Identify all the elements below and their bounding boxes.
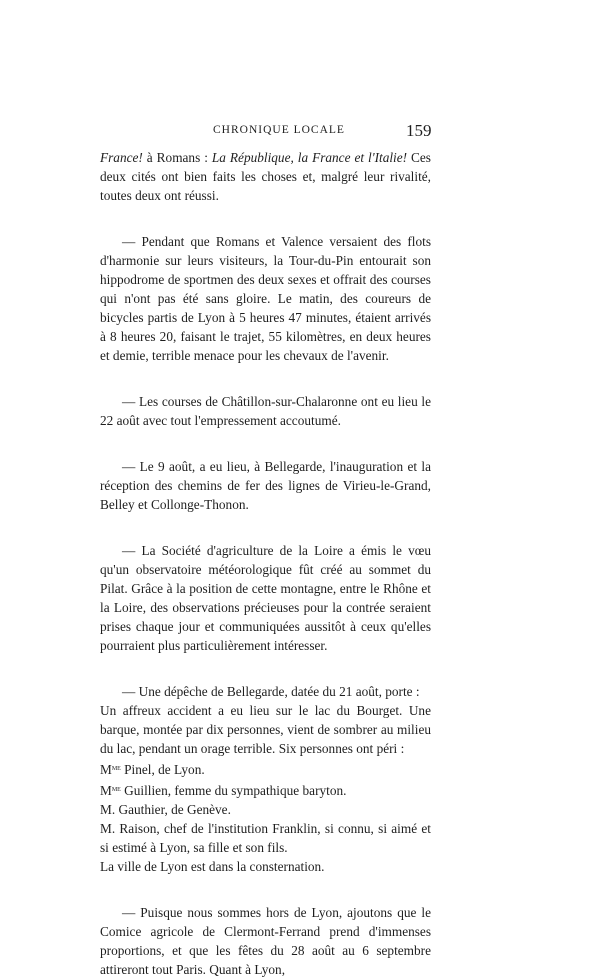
- paragraph-romans-continuation: [100, 148, 431, 205]
- italic-text: La République, la France et l'Italie!: [211, 150, 408, 165]
- text-run: Ces deux cités ont bien faits les choses et, malgré leur rivalité, toutes deux ont réussi.: [100, 150, 431, 203]
- paragraph-pilat: — La Société d'agriculture de la Loire a émis le vœu qu'un observatoire météorologique fût créé au sommet du Pilat. Grâce à la position de cette montagne, entre le Rhône et la Loire, des observations précieuses pour la contrée seraient prises chaque jour et communiquées aussitôt à ceux qu'elles pourraient plus particulièrement intéresser.: [100, 543, 431, 653]
- victim-line: [100, 779, 431, 800]
- victim-line: M. Gauthier, de Genève.: [100, 802, 231, 817]
- text-run: M: [100, 783, 112, 798]
- victim-line: M. Raison, chef de l'institution Franklin, si connu, si aimé et si estimé à Lyon, sa fille et son fils.: [100, 821, 431, 855]
- text-run: Pinel, de Lyon.: [120, 762, 205, 777]
- paragraph-bellegarde: — Le 9 août, a eu lieu, à Bellegarde, l'inauguration et la réception des chemins de fer des lignes de Virieu-le-Grand, Belley et Collonge-Thonon.: [100, 459, 431, 512]
- paragraph-tour-du-pin: — Pendant que Romans et Valence versaient des flots d'harmonie sur leurs visiteurs, la Tour-du-Pin entourait son hippodrome de sportmen des deux sexes et offrait des courses qui n'ont pas été sans gloire. Le matin, des coureurs de bicycles partis de Lyon à 5 heures 47 minutes, étaient arrivés à 8 heures 20, faisant le trajet, 55 kilomètres, en deux heures et demie, terrible menace pour les chevaux de l'avenir.: [100, 234, 431, 363]
- paragraph-accident: Un affreux accident a eu lieu sur le lac du Bourget. Une barque, montée par dix personnes, vient de sombrer au milieu du lac, pendant un orage terrible. Six personnes ont péri :: [100, 703, 431, 756]
- paragraph-clermont: — Puisque nous sommes hors de Lyon, ajoutons que le Comice agricole de Clermont-Ferrand prend d'immenses proportions, et que les fêtes du 28 août au 6 septembre attireront tout Paris. Quant à Lyon,: [100, 905, 431, 977]
- text-run: à Romans :: [142, 150, 212, 165]
- paragraph-chatillon: — Les courses de Châtillon-sur-Chalaronne ont eu lieu le 22 août avec tout l'empressement accoutumé.: [100, 394, 431, 428]
- victim-line: [100, 758, 431, 779]
- text-run: Guillien, femme du sympathique baryton.: [120, 783, 347, 798]
- text-run: M: [100, 762, 112, 777]
- closing-line: La ville de Lyon est dans la consternation.: [100, 859, 325, 874]
- superscript: me: [111, 763, 121, 772]
- italic-text: France!: [100, 150, 143, 165]
- superscript: me: [111, 784, 121, 793]
- running-title: CHRONIQUE LOCALE: [213, 124, 345, 136]
- body-text: [100, 148, 431, 979]
- page-number: 159: [406, 121, 432, 140]
- paragraph-depeche-intro: — Une dépêche de Bellegarde, datée du 21 août, porte :: [122, 684, 420, 699]
